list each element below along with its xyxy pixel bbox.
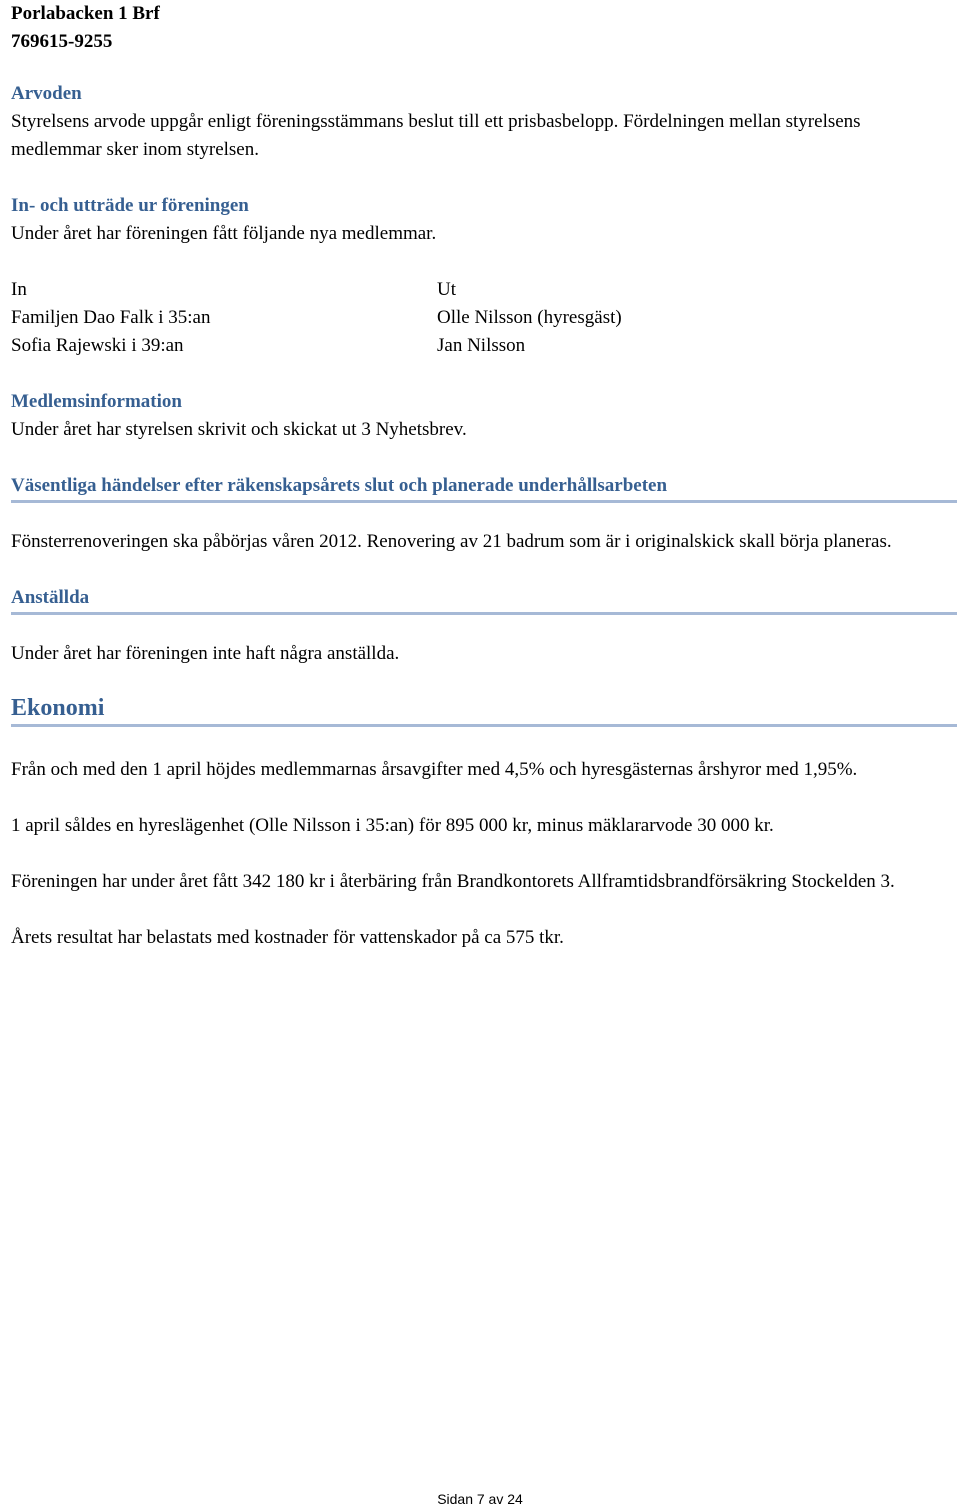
ut-member: Jan Nilsson [437,335,526,356]
heading-vasentliga: Väsentliga händelser efter räkenskapsårets slut och planerade underhållsarbeten [11,475,668,496]
ekonomi-paragraph: Årets resultat har belastats med kostnader för vattenskador på ca 575 tkr. [11,927,564,948]
member-changes-columns [11,276,951,360]
heading-medlemsinformation: Medlemsinformation [11,391,182,412]
heading-arvoden: Arvoden [11,83,82,104]
ekonomi-paragraph: Föreningen har under året fått 342 180 kr i återbäring från Brandkontorets Allframtidsbrandförsäkring Stockelden 3. [11,871,895,892]
document-page [11,0,951,952]
in-label: In [11,279,27,300]
ekonomi-paragraph: 1 april såldes en hyreslägenhet (Olle Nilsson i 35:an) för 895 000 kr, minus mäklararvode 30 000 kr. [11,815,774,836]
ut-member: Olle Nilsson (hyresgäst) [437,307,622,328]
page-number: Sidan 7 av 24 [437,1491,523,1507]
in-uttrade-intro: Under året har föreningen fått följande nya medlemmar. [11,223,437,244]
in-member: Familjen Dao Falk i 35:an [11,307,211,328]
ekonomi-paragraph: Från och med den 1 april höjdes medlemmarnas årsavgifter med 4,5% och hyresgästernas årshyror med 1,95%. [11,759,858,780]
anstallda-text: Under året har föreningen inte haft några anställda. [11,643,400,664]
new-members-column [11,276,431,360]
arvoden-text: Styrelsens arvode uppgår enligt föreningsstämmans beslut till ett prisbasbelopp. Fördelningen mellan styrelsens medlemmar sker inom styrelsen. [11,111,861,160]
heading-ekonomi: Ekonomi [11,695,105,721]
in-member: Sofia Rajewski i 39:an [11,335,184,356]
association-name: Porlabacken 1 Brf [11,3,160,24]
ut-label: Ut [437,279,456,300]
vasentliga-text: Fönsterrenoveringen ska påbörjas våren 2012. Renovering av 21 badrum som är i originalskick skall börja planeras. [11,531,892,552]
medlemsinformation-text: Under året har styrelsen skrivit och skickat ut 3 Nyhetsbrev. [11,419,467,440]
org-number: 769615-9255 [11,31,113,52]
leaving-members-column [437,276,857,360]
heading-in-uttrade: In- och utträde ur föreningen [11,195,249,216]
heading-anstallda: Anställda [11,587,90,608]
